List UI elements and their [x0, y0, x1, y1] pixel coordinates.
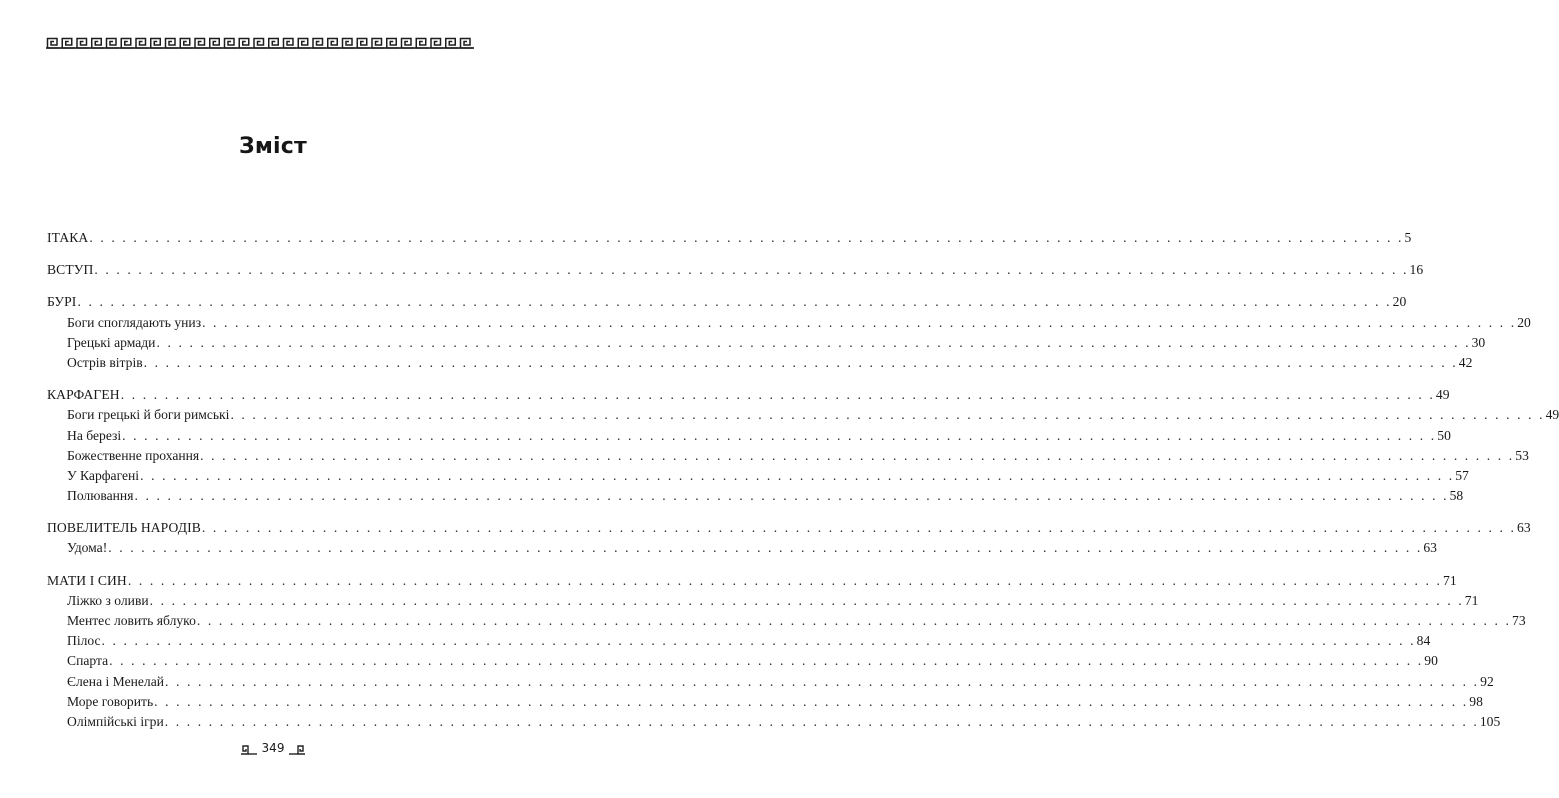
toc-entry-page-number: 90 — [1424, 653, 1438, 669]
greek-key-border-icon — [46, 37, 474, 49]
toc-entry-label: Ментес ловить яблуко — [67, 613, 196, 628]
toc-chapter-page-number: 20 — [1392, 294, 1407, 310]
right-ornament-icon — [288, 743, 306, 755]
dot-leader: . . . . . . . . . . . . . . . . . . . . . . . . . . . . . . . . . . . . . . . . . . . . . . . . . . . . . . . . . . . . . . . . . . . . . . . . . . . . . . . . . . . . . . . . . . . . . . . . . . . . . . . . . . . . . . . . . . . . . . . . — [156, 334, 1471, 350]
toc-chapter-label: ВСТУП — [47, 262, 94, 278]
toc-entry[interactable] — [47, 486, 1464, 506]
toc-entry[interactable] — [47, 538, 1437, 558]
toc-entry-label: Полювання — [67, 488, 134, 504]
toc-chapter-page-number: 5 — [1404, 230, 1412, 245]
dot-leader: . . . . . . . . . . . . . . . . . . . . . . . . . . . . . . . . . . . . . . . . . . . . . . . . . . . . . . . . . . . . . . . . . . . . . . . . . . . . . . . . . . . . . . . . . . . . . . . . . . . . . . . . . . . . . . . . . . . . . . . . — [94, 262, 1409, 278]
dot-leader: . . . . . . . . . . . . . . . . . . . . . . . . . . . . . . . . . . . . . . . . . . . . . . . . . . . . . . . . . . . . . . . . . . . . . . . . . . . . . . . . . . . . . . . . . . . . . . . . . . . . . . . . . . . . . . . . . . . . . . . . — [127, 572, 1442, 588]
toc-entry-page-number: 42 — [1458, 354, 1473, 370]
toc-entry-page-number: 20 — [1517, 314, 1531, 330]
toc-entry-page-number: 105 — [1479, 713, 1501, 729]
toc-entry-label: Олімпійські ігри — [67, 713, 164, 729]
toc-chapter-label: КАРФАГЕН — [47, 387, 120, 403]
page-number: 349 — [261, 741, 285, 755]
toc-entry[interactable] — [47, 405, 1559, 425]
toc-section — [47, 260, 1424, 280]
toc-section — [47, 385, 1559, 506]
toc-entry-label: Пілос — [67, 633, 101, 649]
toc-entry[interactable] — [47, 591, 1479, 611]
toc-chapter[interactable] — [47, 385, 1450, 405]
table-of-contents — [47, 228, 1559, 744]
toc-entry[interactable] — [47, 712, 1501, 732]
toc-section — [47, 518, 1531, 558]
dot-leader: . . . . . . . . . . . . . . . . . . . . . . . . . . . . . . . . . . . . . . . . . . . . . . . . . . . . . . . . . . . . . . . . . . . . . . . . . . . . . . . . . . . . . . . . . . . . . . . . . . . . . . . . . . . . . . . . . . . . . . . . — [89, 230, 1404, 245]
toc-chapter-page-number: 63 — [1517, 520, 1531, 536]
toc-entry-label: Божественне прохання — [67, 447, 200, 463]
toc-entry[interactable] — [47, 313, 1531, 333]
toc-entry[interactable] — [47, 333, 1486, 353]
toc-chapter[interactable] — [47, 292, 1407, 312]
toc-entry-page-number: 58 — [1449, 488, 1464, 504]
dot-leader: . . . . . . . . . . . . . . . . . . . . . . . . . . . . . . . . . . . . . . . . . . . . . . . . . . . . . . . . . . . . . . . . . . . . . . . . . . . . . . . . . . . . . . . . . . . . . . . . . . . . . . . . . . . . . . . . . . . . . . . . — [109, 653, 1424, 669]
toc-entry-page-number: 57 — [1455, 467, 1469, 483]
toc-entry-label: Боги споглядають униз — [67, 314, 202, 330]
dot-leader: . . . . . . . . . . . . . . . . . . . . . . . . . . . . . . . . . . . . . . . . . . . . . . . . . . . . . . . . . . . . . . . . . . . . . . . . . . . . . . . . . . . . . . . . . . . . . . . . . . . . . . . . . . . . . . . . . . . . . . . . — [149, 592, 1464, 608]
toc-entry[interactable] — [47, 446, 1529, 466]
toc-entry-label: На березі — [67, 427, 122, 443]
toc-entry-label: Грецькі армади — [67, 334, 156, 350]
dot-leader: . . . . . . . . . . . . . . . . . . . . . . . . . . . . . . . . . . . . . . . . . . . . . . . . . . . . . . . . . . . . . . . . . . . . . . . . . . . . . . . . . . . . . . . . . . . . . . . . . . . . . . . . . . . . . . . . . . . . . . . . — [230, 407, 1545, 423]
dot-leader: . . . . . . . . . . . . . . . . . . . . . . . . . . . . . . . . . . . . . . . . . . . . . . . . . . . . . . . . . . . . . . . . . . . . . . . . . . . . . . . . . . . . . . . . . . . . . . . . . . . . . . . . . . . . . . . . . . . . . . . . — [201, 520, 1517, 536]
toc-entry-label: Море говорить — [67, 693, 154, 709]
toc-chapter[interactable] — [47, 518, 1531, 538]
page-footer — [0, 739, 546, 759]
toc-entry-page-number: 73 — [1512, 613, 1526, 628]
dot-leader: . . . . . . . . . . . . . . . . . . . . . . . . . . . . . . . . . . . . . . . . . . . . . . . . . . . . . . . . . . . . . . . . . . . . . . . . . . . . . . . . . . . . . . . . . . . . . . . . . . . . . . . . . . . . . . . . . . . . . . . . — [165, 673, 1480, 689]
toc-chapter-page-number: 71 — [1442, 572, 1457, 588]
toc-entry-label: Острів вітрів — [67, 354, 143, 370]
toc-entry-label: Єлена і Менелай — [67, 673, 165, 689]
toc-entry-label: Боги грецькі й боги римські — [67, 407, 230, 423]
toc-entry-page-number: 53 — [1515, 447, 1529, 463]
toc-chapter-label: МАТИ І СИН — [47, 572, 127, 588]
toc-entry[interactable] — [47, 611, 1526, 631]
toc-entry[interactable] — [47, 353, 1473, 373]
dot-leader: . . . . . . . . . . . . . . . . . . . . . . . . . . . . . . . . . . . . . . . . . . . . . . . . . . . . . . . . . . . . . . . . . . . . . . . . . . . . . . . . . . . . . . . . . . . . . . . . . . . . . . . . . . . . . . . . . . . . . . . . — [202, 314, 1517, 330]
page-title: Зміст — [239, 134, 307, 159]
toc-section — [47, 571, 1526, 733]
toc-entry-label: Спарта — [67, 653, 109, 669]
toc-chapter-label: БУРІ — [47, 294, 77, 310]
toc-entry-page-number: 30 — [1471, 334, 1486, 350]
toc-entry-label: Ліжко з оливи — [67, 592, 149, 608]
dot-leader: . . . . . . . . . . . . . . . . . . . . . . . . . . . . . . . . . . . . . . . . . . . . . . . . . . . . . . . . . . . . . . . . . . . . . . . . . . . . . . . . . . . . . . . . . . . . . . . . . . . . . . . . . . . . . . . . . . . . . . . . — [120, 387, 1435, 403]
dot-leader: . . . . . . . . . . . . . . . . . . . . . . . . . . . . . . . . . . . . . . . . . . . . . . . . . . . . . . . . . . . . . . . . . . . . . . . . . . . . . . . . . . . . . . . . . . . . . . . . . . . . . . . . . . . . . . . . . . . . . . . . — [143, 354, 1458, 370]
dot-leader: . . . . . . . . . . . . . . . . . . . . . . . . . . . . . . . . . . . . . . . . . . . . . . . . . . . . . . . . . . . . . . . . . . . . . . . . . . . . . . . . . . . . . . . . . . . . . . . . . . . . . . . . . . . . . . . . . . . . . . . . — [196, 613, 1512, 628]
toc-entry[interactable] — [47, 672, 1494, 692]
dot-leader: . . . . . . . . . . . . . . . . . . . . . . . . . . . . . . . . . . . . . . . . . . . . . . . . . . . . . . . . . . . . . . . . . . . . . . . . . . . . . . . . . . . . . . . . . . . . . . . . . . . . . . . . . . . . . . . . . . . . . . . . — [200, 447, 1515, 463]
toc-entry-page-number: 92 — [1480, 673, 1494, 689]
toc-chapter-page-number: 16 — [1409, 262, 1424, 278]
toc-entry-page-number: 71 — [1464, 592, 1479, 608]
toc-entry[interactable] — [47, 692, 1483, 712]
dot-leader: . . . . . . . . . . . . . . . . . . . . . . . . . . . . . . . . . . . . . . . . . . . . . . . . . . . . . . . . . . . . . . . . . . . . . . . . . . . . . . . . . . . . . . . . . . . . . . . . . . . . . . . . . . . . . . . . . . . . . . . . — [154, 693, 1469, 709]
toc-entry-page-number: 50 — [1437, 427, 1451, 443]
dot-leader: . . . . . . . . . . . . . . . . . . . . . . . . . . . . . . . . . . . . . . . . . . . . . . . . . . . . . . . . . . . . . . . . . . . . . . . . . . . . . . . . . . . . . . . . . . . . . . . . . . . . . . . . . . . . . . . . . . . . . . . . — [122, 427, 1437, 443]
dot-leader: . . . . . . . . . . . . . . . . . . . . . . . . . . . . . . . . . . . . . . . . . . . . . . . . . . . . . . . . . . . . . . . . . . . . . . . . . . . . . . . . . . . . . . . . . . . . . . . . . . . . . . . . . . . . . . . . . . . . . . . . — [140, 467, 1455, 483]
toc-entry[interactable] — [47, 631, 1431, 651]
toc-chapter[interactable] — [47, 571, 1457, 591]
toc-entry-label: У Карфагені — [67, 467, 140, 483]
toc-chapter-page-number: 49 — [1435, 387, 1450, 403]
toc-chapter-label: ІТАКА — [47, 230, 89, 245]
toc-entry-label: Удома! — [67, 540, 108, 556]
toc-entry-page-number: 98 — [1469, 693, 1483, 709]
toc-section — [47, 292, 1531, 373]
toc-entry-page-number: 63 — [1423, 540, 1437, 556]
dot-leader: . . . . . . . . . . . . . . . . . . . . . . . . . . . . . . . . . . . . . . . . . . . . . . . . . . . . . . . . . . . . . . . . . . . . . . . . . . . . . . . . . . . . . . . . . . . . . . . . . . . . . . . . . . . . . . . . . . . . . . . . — [134, 488, 1449, 504]
dot-leader: . . . . . . . . . . . . . . . . . . . . . . . . . . . . . . . . . . . . . . . . . . . . . . . . . . . . . . . . . . . . . . . . . . . . . . . . . . . . . . . . . . . . . . . . . . . . . . . . . . . . . . . . . . . . . . . . . . . . . . . . — [108, 540, 1423, 556]
dot-leader: . . . . . . . . . . . . . . . . . . . . . . . . . . . . . . . . . . . . . . . . . . . . . . . . . . . . . . . . . . . . . . . . . . . . . . . . . . . . . . . . . . . . . . . . . . . . . . . . . . . . . . . . . . . . . . . . . . . . . . . . — [77, 294, 1392, 310]
left-ornament-icon — [240, 743, 258, 755]
dot-leader: . . . . . . . . . . . . . . . . . . . . . . . . . . . . . . . . . . . . . . . . . . . . . . . . . . . . . . . . . . . . . . . . . . . . . . . . . . . . . . . . . . . . . . . . . . . . . . . . . . . . . . . . . . . . . . . . . . . . . . . . — [101, 633, 1416, 649]
toc-chapter[interactable] — [47, 228, 1412, 248]
dot-leader: . . . . . . . . . . . . . . . . . . . . . . . . . . . . . . . . . . . . . . . . . . . . . . . . . . . . . . . . . . . . . . . . . . . . . . . . . . . . . . . . . . . . . . . . . . . . . . . . . . . . . . . . . . . . . . . . . . . . . . . . — [164, 713, 1479, 729]
toc-section — [47, 228, 1412, 248]
toc-entry[interactable] — [47, 466, 1469, 486]
toc-entry-page-number: 49 — [1545, 407, 1559, 423]
toc-chapter[interactable] — [47, 260, 1424, 280]
toc-entry[interactable] — [47, 651, 1438, 671]
toc-entry[interactable] — [47, 426, 1451, 446]
toc-chapter-label: ПОВЕЛИТЕЛЬ НАРОДІВ — [47, 520, 201, 536]
toc-entry-page-number: 84 — [1416, 633, 1431, 649]
